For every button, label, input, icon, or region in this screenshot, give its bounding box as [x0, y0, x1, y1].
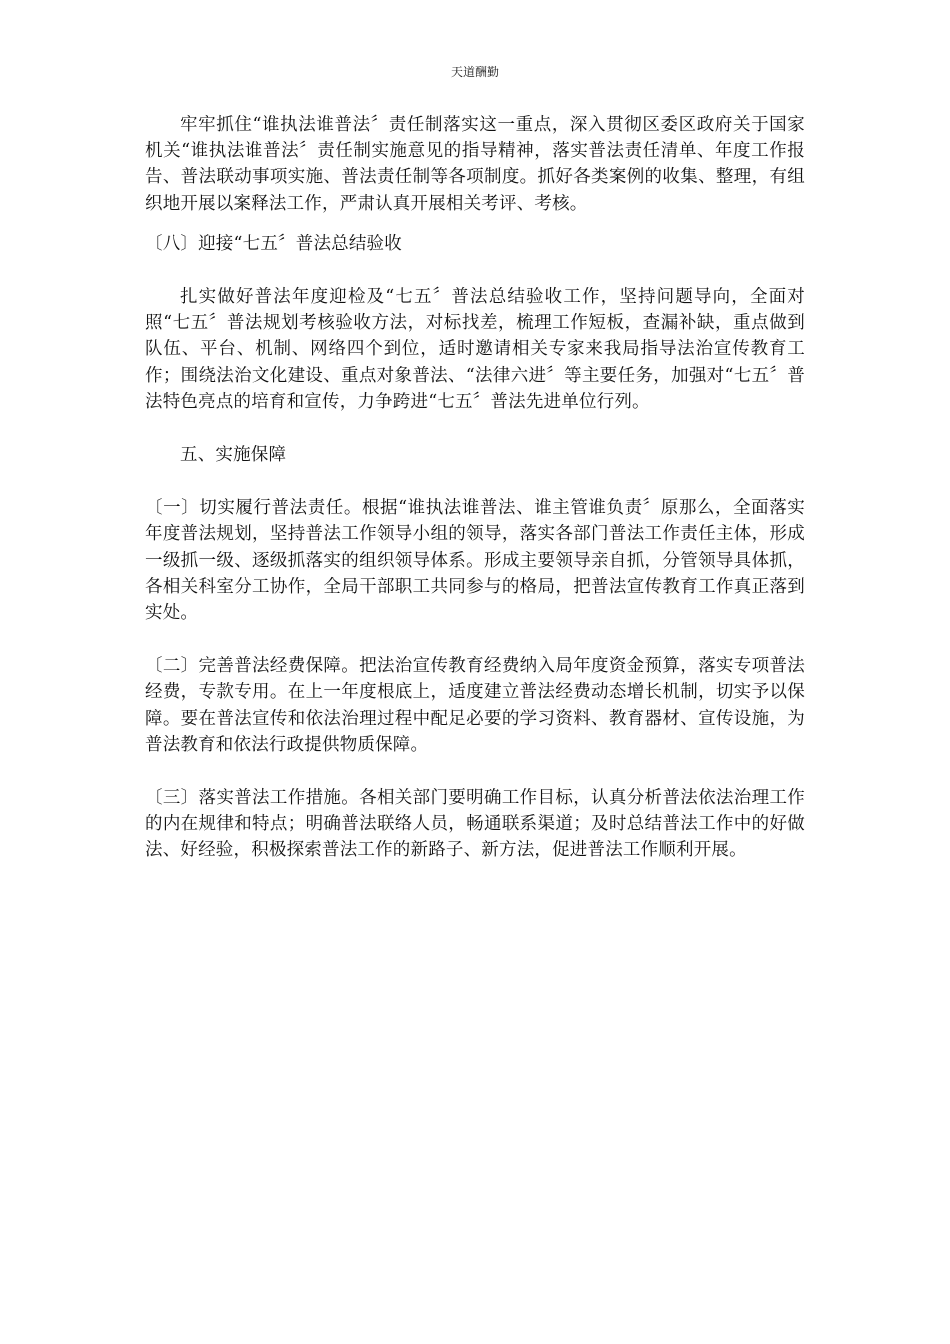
page-header: 天道酬勤	[450, 65, 499, 79]
paragraph-funding-guarantee: 〔二〕完善普法经费保障。把法治宣传教育经费纳入局年度资金预算，落实专项普法经费，专款专用。在上一年度根底上，适度建立普法经费动态增长机制，切实予以保障。要在普法宣传和依法治理过程中配足必要的学习资料、教育器材、宣传设施，为普法教育和依法行政提供物质保障。	[145, 656, 805, 755]
section-heading-eight: 〔八〕迎接“七五〞普法总结验收	[145, 233, 402, 254]
paragraph-acceptance-inspection: 扎实做好普法年度迎检及“七五〞普法总结验收工作，坚持问题导向，全面对照“七五〞普法规划考核验收方法，对标找差，梳理工作短板，查漏补缺，重点做到队伍、平台、机制、网络四个到位，适时邀请相关专家来我局指导法治宣传教育工作；围绕法治文化建设、重点对象普法、“法律六进〞等主要任务，加强对“七五〞普法特色亮点的培育和宣传，力争跨进“七五〞普法先进单位行列。	[145, 287, 805, 412]
section-heading-five: 五、实施保障	[180, 445, 287, 466]
document-body	[145, 112, 805, 864]
paragraph-responsibility-system: 牢牢抓住“谁执法谁普法〞责任制落实这一重点，深入贯彻区委区政府关于国家机关“谁执法谁普法〞责任制实施意见的指导精神，落实普法责任清单、年度工作报告、普法联动事项实施、普法责任制等各项制度。抓好各类案例的收集、整理，有组织地开展以案释法工作，严肃认真开展相关考评、考核。	[145, 115, 805, 214]
paragraph-fulfill-responsibility: 〔一〕切实履行普法责任。根据“谁执法谁普法、谁主管谁负责〞原那么，全面落实年度普法规划，坚持普法工作领导小组的领导，落实各部门普法工作责任主体，形成一级抓一级、逐级抓落实的组织领导体系。形成主要领导亲自抓，分管领导具体抓，各相关科室分工协作，全局干部职工共同参与的格局，把普法宣传教育工作真正落到实处。	[145, 498, 805, 624]
paragraph-work-measures: 〔三〕落实普法工作措施。各相关部门要明确工作目标，认真分析普法依法治理工作的内在规律和特点；明确普法联络人员，畅通联系渠道；及时总结普法工作中的好做法、好经验，积极探索普法工作的新路子、新方法，促进普法工作顺利开展。	[145, 788, 805, 861]
